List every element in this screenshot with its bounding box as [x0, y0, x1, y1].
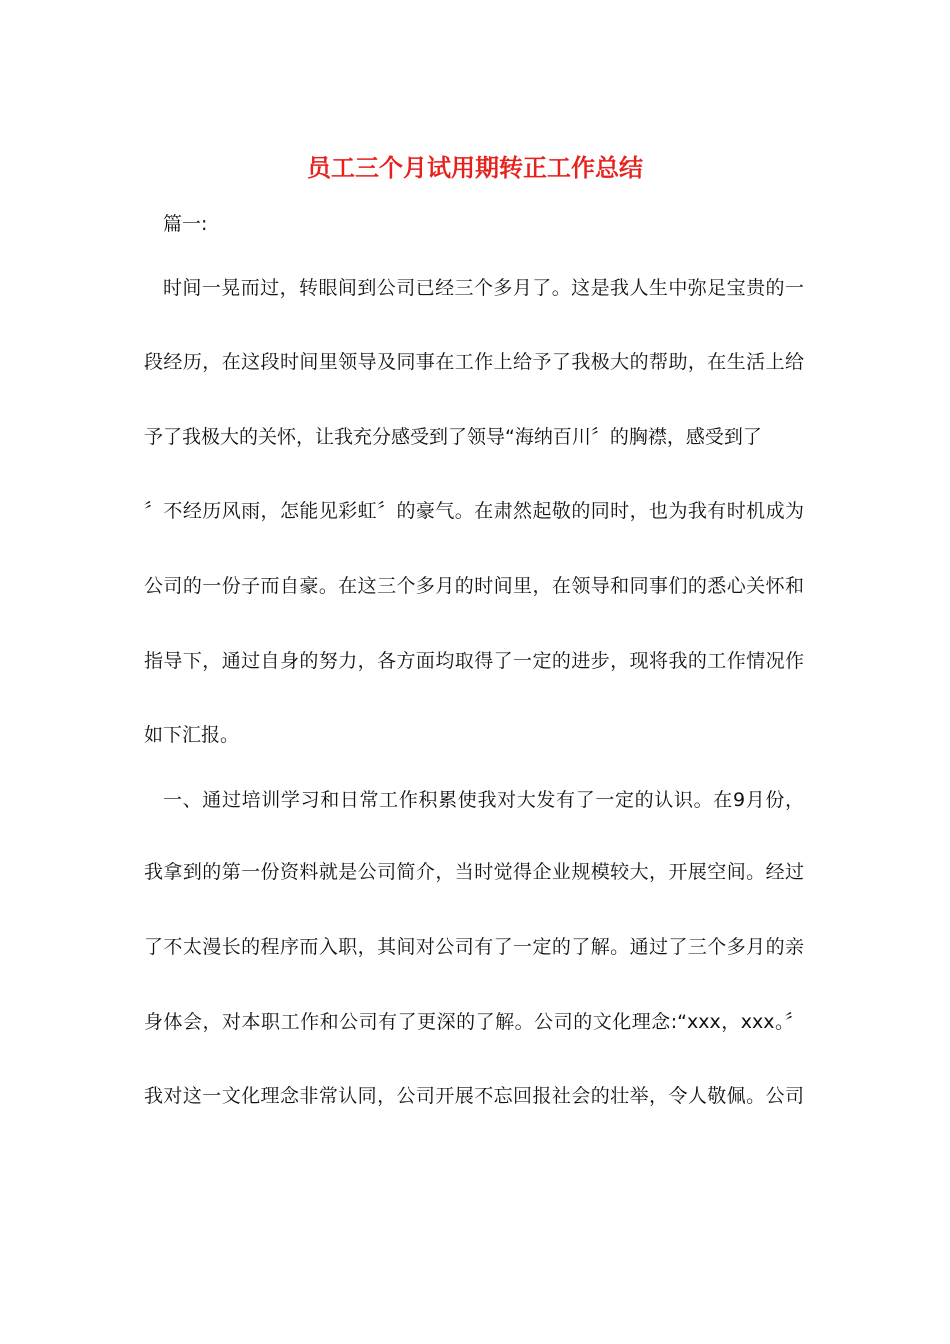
paragraph-line: 一、通过培训学习和日常工作积累使我对大发有了一定的认识。在9月份， — [163, 789, 804, 811]
document-title: 员工三个月试用期转正工作总结 — [307, 154, 643, 182]
paragraph-line: 身体会，对本职工作和公司有了更深的了解。公司的文化理念:“xxx，xxx。〞 — [144, 1011, 804, 1033]
paragraph-line: 指导下，通过自身的努力，各方面均取得了一定的进步，现将我的工作情况作 — [144, 650, 804, 672]
paragraph-line: 段经历，在这段时间里领导及同事在工作上给予了我极大的帮助，在生活上给 — [144, 351, 804, 373]
paragraph-line: 予了我极大的关怀，让我充分感受到了领导“海纳百川〞的胸襟，感受到了 — [144, 426, 762, 448]
paragraph-line: 我对这一文化理念非常认同，公司开展不忘回报社会的壮举，令人敬佩。公司 — [144, 1085, 804, 1107]
section-heading: 篇一: — [163, 213, 208, 235]
paragraph-line: 〞不经历风雨，怎能见彩虹〞的豪气。在肃然起敬的同时，也为我有时机成为 — [144, 500, 804, 522]
paragraph-line: 公司的一份子而自豪。在这三个多月的时间里，在领导和同事们的悉心关怀和 — [144, 575, 804, 597]
paragraph-line: 我拿到的第一份资料就是公司简介，当时觉得企业规模较大，开展空间。经过 — [144, 861, 804, 883]
paragraph-line: 时间一晃而过，转眼间到公司已经三个多月了。这是我人生中弥足宝贵的一 — [163, 277, 804, 299]
paragraph-line: 了不太漫长的程序而入职，其间对公司有了一定的了解。通过了三个多月的亲 — [144, 936, 804, 958]
paragraph-line: 如下汇报。 — [144, 724, 240, 746]
